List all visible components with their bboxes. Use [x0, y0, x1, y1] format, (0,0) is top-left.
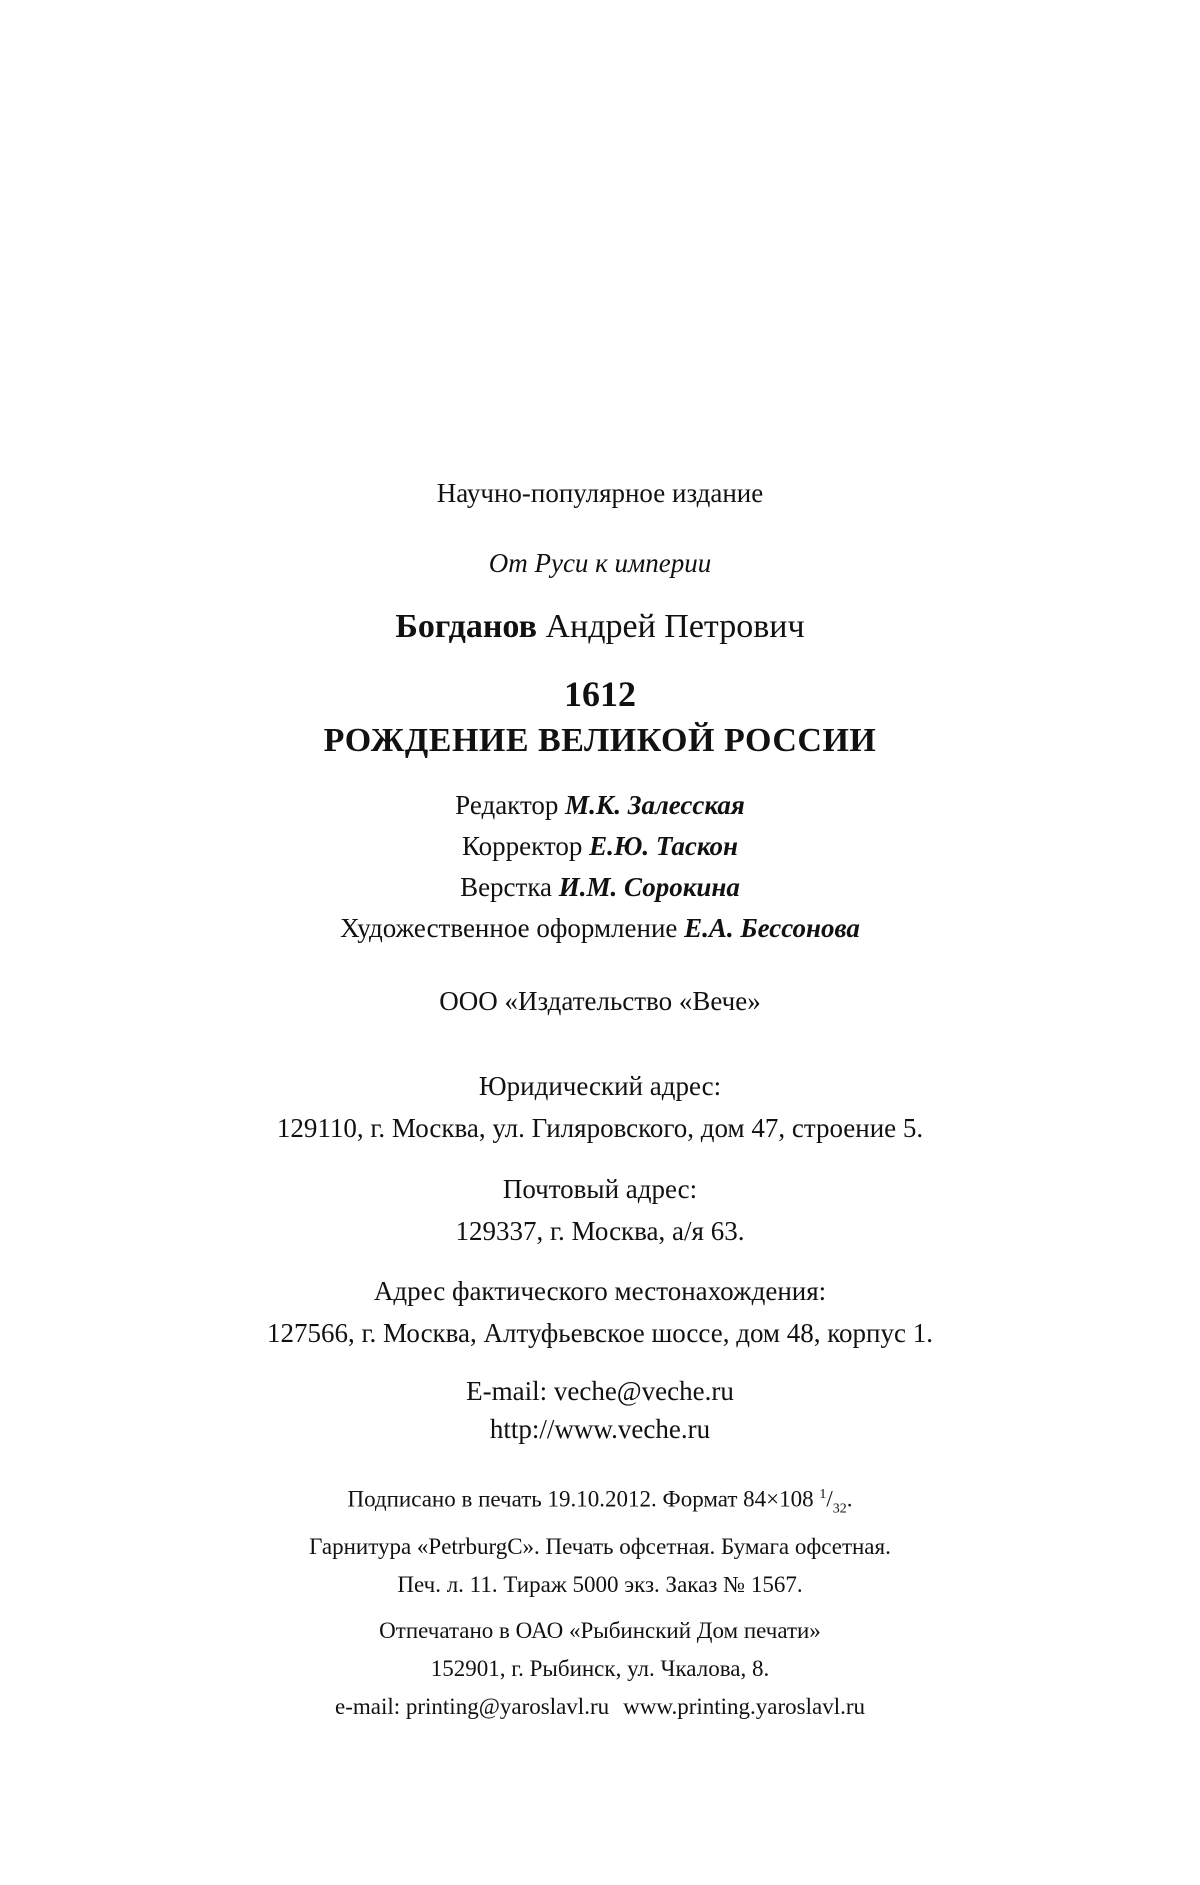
credit-editor — [0, 785, 1200, 826]
actual-address — [0, 1270, 1200, 1354]
printer-contacts — [0, 1688, 1200, 1726]
credit-person: М.К. Залесская — [565, 790, 745, 820]
legal-address — [0, 1065, 1200, 1149]
edition-type-text: Научно-популярное издание — [436, 478, 764, 508]
credit-role: Корректор — [461, 831, 583, 861]
author-surname: Богданов — [395, 608, 537, 645]
print-details — [0, 1476, 1200, 1604]
series-title — [0, 548, 1200, 579]
actual-address-label: Адрес фактического местонахождения: — [373, 1276, 827, 1306]
printer-info — [0, 1612, 1200, 1726]
publisher-name-text: ООО «Издательство «Вече» — [439, 986, 761, 1016]
printer-address: 152901, г. Рыбинск, ул. Чкалова, 8. — [430, 1656, 770, 1681]
format-numerator: 1 — [819, 1487, 827, 1502]
printer-website[interactable]: www.printing.yaroslavl.ru — [623, 1694, 865, 1719]
print-signed-format: Подписано в печать 19.10.2012. Формат 84×108 $^1/_{32}$. — [347, 1486, 853, 1517]
print-signed-suffix: . — [846, 1486, 853, 1512]
edition-type — [0, 478, 1200, 509]
book-title-text: РОЖДЕНИЕ ВЕЛИКОЙ РОССИИ — [323, 722, 877, 759]
credit-role: Художественное оформление — [340, 913, 678, 943]
publisher-name — [0, 986, 1200, 1017]
actual-address-text: 127566, г. Москва, Алтуфьевское шоссе, дом 48, корпус 1. — [267, 1318, 933, 1348]
credit-person: Е.А. Бессонова — [684, 913, 860, 943]
postal-address — [0, 1168, 1200, 1252]
credits-list — [0, 785, 1200, 949]
author-name — [0, 608, 1200, 646]
credit-role: Редактор — [455, 790, 559, 820]
publisher-contacts — [0, 1372, 1200, 1448]
legal-address-text: 129110, г. Москва, ул. Гиляровского, дом 47, строение 5. — [276, 1113, 924, 1143]
publisher-website[interactable]: http://www.veche.ru — [489, 1414, 711, 1444]
credit-art-design — [0, 908, 1200, 949]
print-signed-text: Подписано в печать 19.10.2012. Формат 84×108 — [347, 1486, 820, 1512]
postal-address-text: 129337, г. Москва, а/я 63. — [455, 1216, 745, 1246]
printer-email[interactable]: e-mail: printing@yaroslavl.ru — [334, 1694, 610, 1719]
print-run: Печ. л. 11. Тираж 5000 экз. Заказ № 1567. — [397, 1572, 803, 1598]
format-denominator: 32 — [832, 1501, 847, 1517]
author-given-names: Андрей Петрович — [545, 608, 805, 645]
book-title — [0, 722, 1200, 760]
credit-person: Е.Ю. Таскон — [589, 831, 739, 861]
credit-person: И.М. Сорокина — [558, 872, 740, 902]
credit-role: Верстка — [460, 872, 553, 902]
print-typeface: Гарнитура «PetrburgC». Печать офсетная. Бумага офсетная. — [309, 1534, 891, 1560]
publisher-email[interactable]: E-mail: veche@veche.ru — [466, 1376, 734, 1406]
postal-address-label: Почтовый адрес: — [502, 1174, 698, 1204]
legal-address-label: Юридический адрес: — [478, 1071, 722, 1101]
book-year-text: 1612 — [564, 674, 636, 714]
credit-proofreader — [0, 826, 1200, 867]
book-year — [0, 673, 1200, 715]
series-title-text: От Руси к империи — [488, 548, 712, 578]
printer-name: Отпечатано в ОАО «Рыбинский Дом печати» — [379, 1618, 821, 1643]
credit-layout — [0, 867, 1200, 908]
